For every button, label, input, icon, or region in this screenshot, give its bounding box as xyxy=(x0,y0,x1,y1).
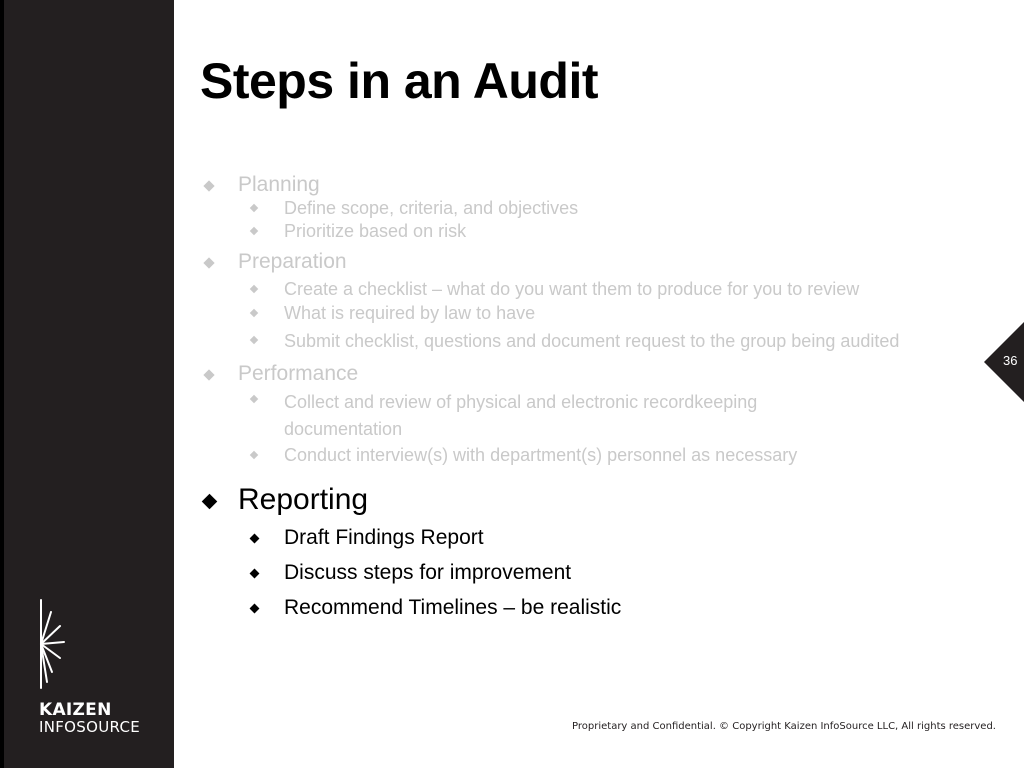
diamond-bullet-icon xyxy=(250,534,260,544)
diamond-bullet-icon xyxy=(250,395,258,403)
section-preparation xyxy=(200,250,940,274)
diamond-bullet-icon xyxy=(250,204,258,212)
diamond-bullet-icon xyxy=(250,336,258,344)
page-number: 36 xyxy=(1003,353,1018,368)
list-item xyxy=(200,525,940,551)
diamond-bullet-icon xyxy=(250,451,258,459)
sidebar-edge xyxy=(0,0,4,768)
section-label: Reporting xyxy=(238,483,369,516)
list-item-text: Recommend Timelines – be realistic xyxy=(284,596,622,619)
diamond-bullet-icon xyxy=(203,257,214,268)
section-performance xyxy=(200,362,940,386)
logo-wordmark-line2: INFOSOURCE xyxy=(39,718,141,736)
section-label: Preparation xyxy=(238,250,347,273)
diamond-bullet-icon xyxy=(203,180,214,191)
list-item-text: Discuss steps for improvement xyxy=(284,561,572,584)
list-item xyxy=(200,221,940,241)
diamond-bullet-icon xyxy=(250,604,260,614)
section-label: Performance xyxy=(238,362,359,385)
list-item-text: Define scope, criteria, and objectives xyxy=(284,198,579,218)
list-item xyxy=(200,445,940,465)
section-label: Planning xyxy=(238,173,320,196)
bullet-list xyxy=(200,170,940,621)
list-item-text: Create a checklist – what do you want them to produce for you to review xyxy=(284,279,860,299)
list-item-text: What is required by law to have xyxy=(284,303,536,323)
logo-wordmark-line1: KAIZEN xyxy=(39,700,112,720)
list-item xyxy=(200,279,864,299)
list-item-text: Draft Findings Report xyxy=(284,526,484,549)
section-planning xyxy=(200,173,940,197)
footer-copyright: Proprietary and Confidential. © Copyright Kaizen InfoSource LLC, All rights reserved. xyxy=(572,721,996,732)
diamond-bullet-icon xyxy=(250,285,258,293)
list-item xyxy=(200,303,940,323)
list-item-text: Prioritize based on risk xyxy=(284,221,467,241)
list-item xyxy=(200,560,940,586)
diamond-bullet-icon xyxy=(250,309,258,317)
list-item xyxy=(200,595,940,621)
list-item-text: Collect and review of physical and electronic recordkeeping documentation xyxy=(284,392,758,439)
diamond-bullet-icon xyxy=(250,227,258,235)
list-item xyxy=(200,330,924,352)
diamond-bullet-icon xyxy=(250,569,260,579)
diamond-bullet-icon xyxy=(203,369,214,380)
diamond-bullet-icon xyxy=(202,494,218,510)
slide-title: Steps in an Audit xyxy=(200,53,598,109)
section-reporting xyxy=(200,482,940,518)
kaizen-burst-icon xyxy=(30,598,70,690)
sidebar-panel xyxy=(0,0,174,768)
list-item-text: Conduct interview(s) with department(s) personnel as necessary xyxy=(284,445,798,465)
list-item-text: Submit checklist, questions and document request to the group being audited xyxy=(284,331,900,351)
list-item xyxy=(200,198,940,218)
list-item xyxy=(200,389,864,443)
